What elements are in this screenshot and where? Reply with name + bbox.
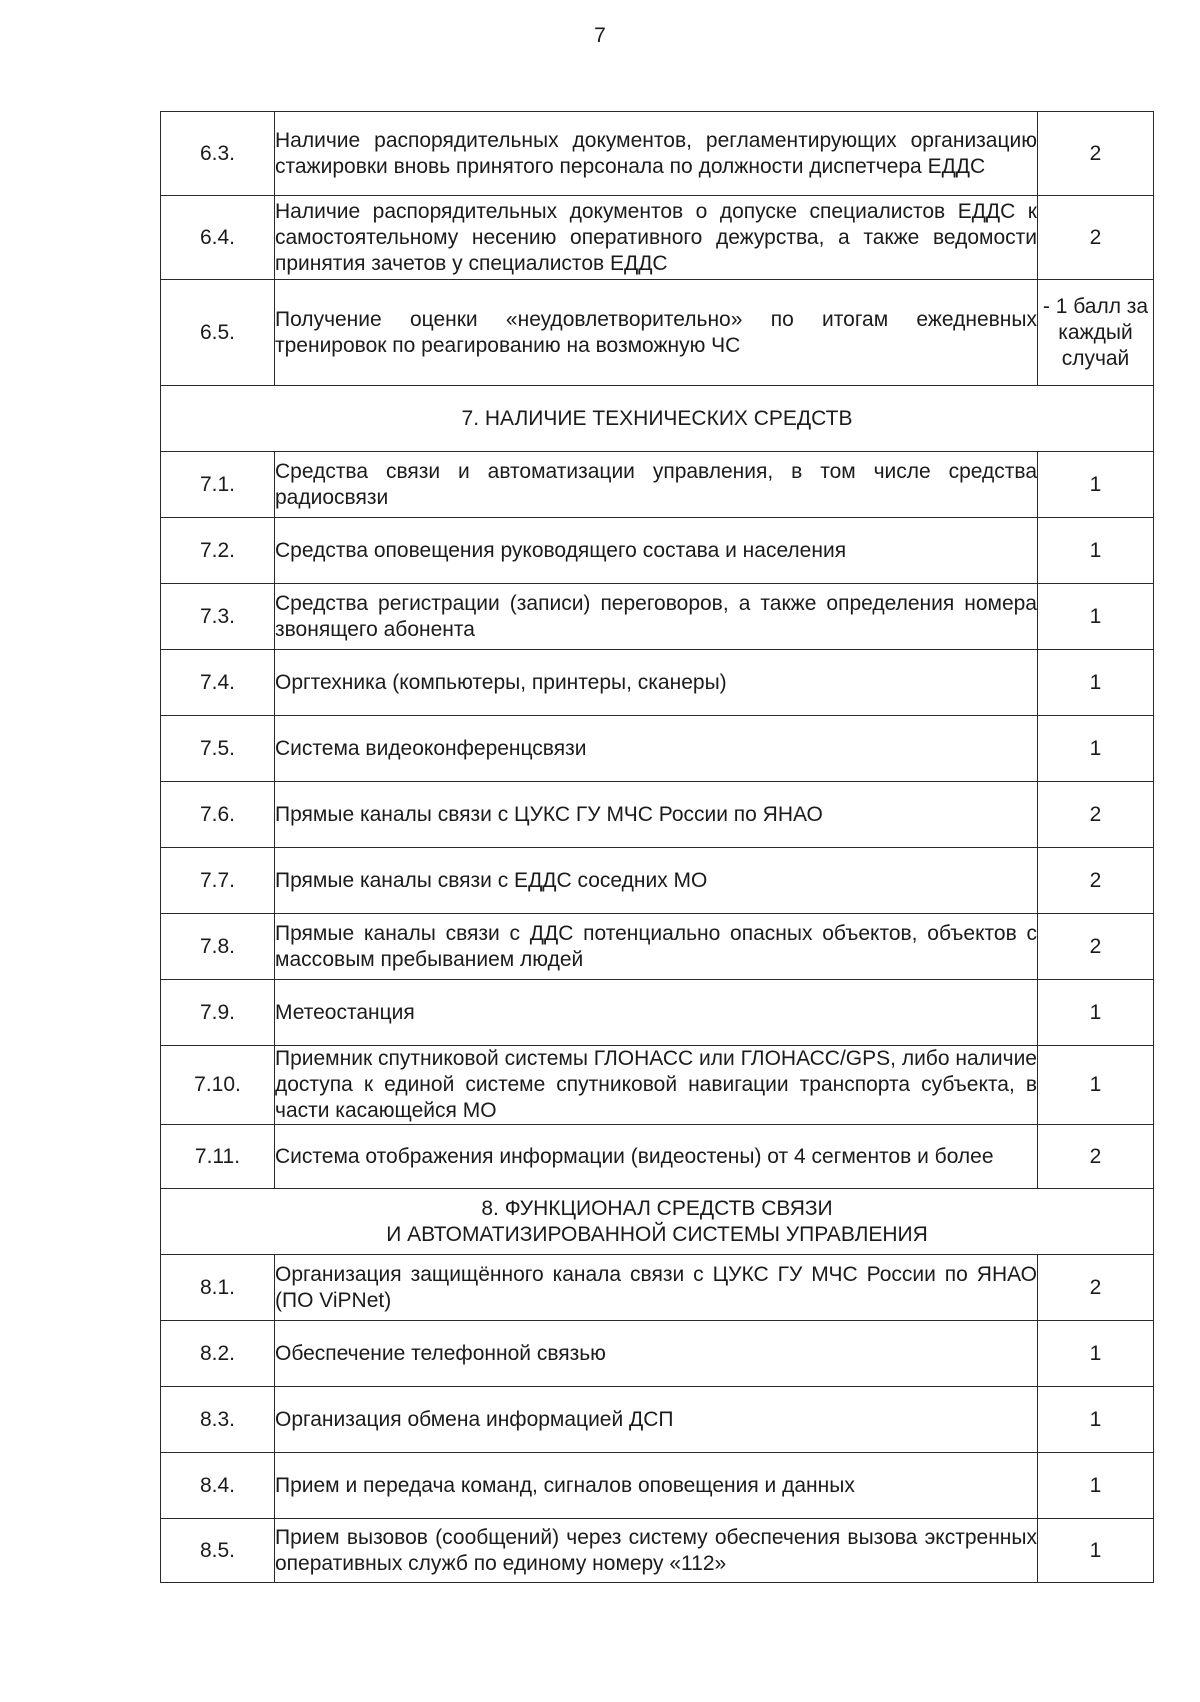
table-row	[161, 1321, 1154, 1387]
table-row	[161, 1255, 1154, 1321]
item-score: 1	[1038, 584, 1154, 650]
table-row	[161, 650, 1154, 716]
item-score: 1	[1038, 518, 1154, 584]
item-score: 2	[1038, 1125, 1154, 1189]
item-description: Прием и передача команд, сигналов оповещения и данных	[275, 1453, 1038, 1519]
item-description: Прямые каналы связи с ЕДДС соседних МО	[275, 848, 1038, 914]
table-row	[161, 980, 1154, 1046]
table-row	[161, 848, 1154, 914]
table-row	[161, 112, 1154, 196]
item-number: 8.3.	[161, 1387, 275, 1453]
item-description: Получение оценки «неудовлетворительно» по итогам ежедневных тренировок по реагированию на возможную ЧС	[275, 280, 1038, 386]
item-number: 7.2.	[161, 518, 275, 584]
section-title	[161, 1189, 1154, 1255]
item-number: 7.7.	[161, 848, 275, 914]
item-description: Средства регистрации (записи) переговоров, а также определения номера звонящего абонента	[275, 584, 1038, 650]
item-score: 1	[1038, 980, 1154, 1046]
item-score: 2	[1038, 196, 1154, 280]
item-number: 6.5.	[161, 280, 275, 386]
item-description: Организация защищённого канала связи с ЦУКС ГУ МЧС России по ЯНАО (ПО ViPNet)	[275, 1255, 1038, 1321]
item-description: Система видеоконференцсвязи	[275, 716, 1038, 782]
item-score: 1	[1038, 716, 1154, 782]
table-row	[161, 1519, 1154, 1583]
table-row	[161, 716, 1154, 782]
item-number: 7.9.	[161, 980, 275, 1046]
section-title-line: И АВТОМАТИЗИРОВАННОЙ СИСТЕМЫ УПРАВЛЕНИЯ	[386, 1222, 928, 1246]
item-number: 7.3.	[161, 584, 275, 650]
item-score: 1	[1038, 1321, 1154, 1387]
item-number: 8.2.	[161, 1321, 275, 1387]
item-number: 7.10.	[161, 1046, 275, 1125]
table-row	[161, 518, 1154, 584]
item-score: 2	[1038, 1255, 1154, 1321]
item-description: Средства оповещения руководящего состава и населения	[275, 518, 1038, 584]
item-score: 2	[1038, 112, 1154, 196]
item-number: 6.4.	[161, 196, 275, 280]
item-number: 8.5.	[161, 1519, 275, 1583]
page-number: 7	[594, 24, 606, 47]
table-row	[161, 1387, 1154, 1453]
item-score: 1	[1038, 1453, 1154, 1519]
item-description: Метеостанция	[275, 980, 1038, 1046]
table-row	[161, 584, 1154, 650]
item-score: 1	[1038, 1046, 1154, 1125]
item-description: Приемник спутниковой системы ГЛОНАСС или ГЛОНАСС/GPS, либо наличие доступа к единой системе спутниковой навигации транспорта субъекта, в части касающейся МО	[275, 1046, 1038, 1125]
table-row	[161, 1046, 1154, 1125]
item-number: 7.11.	[161, 1125, 275, 1189]
item-score: 1	[1038, 650, 1154, 716]
item-score: 2	[1038, 914, 1154, 980]
table-row	[161, 280, 1154, 386]
item-description: Прямые каналы связи с ЦУКС ГУ МЧС России по ЯНАО	[275, 782, 1038, 848]
section-header-row	[161, 386, 1154, 452]
item-score: 2	[1038, 782, 1154, 848]
item-description: Прием вызовов (сообщений) через систему обеспечения вызова экстренных оперативных служб по единому номеру «112»	[275, 1519, 1038, 1583]
section-header-row	[161, 1189, 1154, 1255]
item-description: Прямые каналы связи с ДДС потенциально опасных объектов, объектов с массовым пребыванием людей	[275, 914, 1038, 980]
table-row	[161, 452, 1154, 518]
item-score: 1	[1038, 452, 1154, 518]
item-description: Наличие распорядительных документов о допуске специалистов ЕДДС к самостоятельному несению оперативного дежурства, а также ведомости принятия зачетов у специалистов ЕДДС	[275, 196, 1038, 280]
table-row	[161, 914, 1154, 980]
section-title-line: 8. ФУНКЦИОНАЛ СРЕДСТВ СВЯЗИ	[481, 1196, 833, 1220]
item-description: Обеспечение телефонной связью	[275, 1321, 1038, 1387]
table-row	[161, 1453, 1154, 1519]
item-number: 7.6.	[161, 782, 275, 848]
item-description: Наличие распорядительных документов, регламентирующих организацию стажировки вновь принятого персонала по должности диспетчера ЕДДС	[275, 112, 1038, 196]
criteria-table	[160, 111, 1154, 1583]
table-row	[161, 1125, 1154, 1189]
item-description: Оргтехника (компьютеры, принтеры, сканеры)	[275, 650, 1038, 716]
table-row	[161, 782, 1154, 848]
item-number: 6.3.	[161, 112, 275, 196]
item-number: 7.1.	[161, 452, 275, 518]
item-number: 7.4.	[161, 650, 275, 716]
item-score: 1	[1038, 1519, 1154, 1583]
item-description: Организация обмена информацией ДСП	[275, 1387, 1038, 1453]
item-score: 1	[1038, 1387, 1154, 1453]
item-score: 2	[1038, 848, 1154, 914]
item-description: Средства связи и автоматизации управления, в том числе средства радиосвязи	[275, 452, 1038, 518]
item-number: 7.5.	[161, 716, 275, 782]
table-row	[161, 196, 1154, 280]
item-score: - 1 балл за каждый случай	[1038, 280, 1154, 386]
item-number: 8.1.	[161, 1255, 275, 1321]
section-title: 7. НАЛИЧИЕ ТЕХНИЧЕСКИХ СРЕДСТВ	[161, 386, 1154, 452]
item-description: Система отображения информации (видеостены) от 4 сегментов и более	[275, 1125, 1038, 1189]
item-number: 8.4.	[161, 1453, 275, 1519]
item-number: 7.8.	[161, 914, 275, 980]
